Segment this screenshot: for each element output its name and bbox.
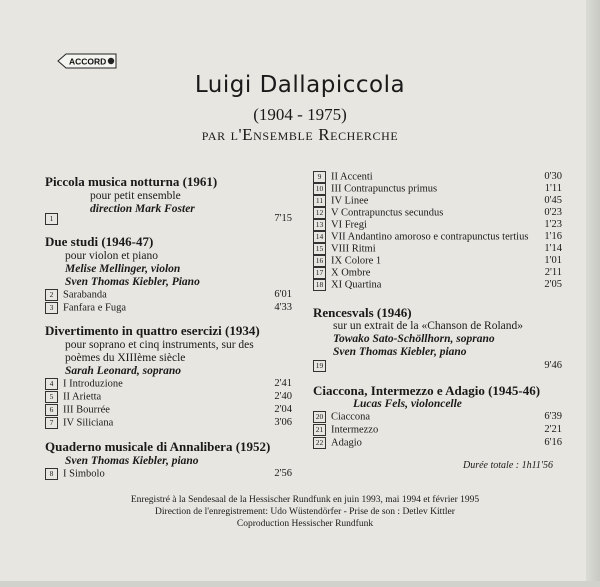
track-number: 1 xyxy=(45,213,58,225)
track-number: 6 xyxy=(45,404,58,416)
track-duration: 3'06 xyxy=(274,417,292,428)
work-detail: poèmes du XIIIème siècle xyxy=(65,352,186,364)
track-row xyxy=(313,267,370,279)
track-row xyxy=(313,171,373,183)
track-title: I Simbolo xyxy=(63,468,105,480)
credit-line: Direction de l'enregistrement: Udo Wüstendörfer - Prise de son : Detlev Kittler xyxy=(155,507,455,517)
track-duration: 1'14 xyxy=(544,243,562,254)
track-row xyxy=(313,360,331,372)
track-number: 18 xyxy=(313,279,326,291)
track-title: Sarabanda xyxy=(63,289,107,301)
track-row xyxy=(45,417,113,429)
work-detail: pour violon et piano xyxy=(65,250,158,262)
track-number: 22 xyxy=(313,437,326,449)
track-duration: 1'16 xyxy=(544,231,562,242)
track-duration: 1'23 xyxy=(544,219,562,230)
credit-line: Enregistré à la Sendesaal de la Hessischer Rundfunk en juin 1993, mai 1994 et février 1995 xyxy=(130,495,480,505)
track-title: VIII Ritmi xyxy=(331,243,376,255)
work-detail: pour petit ensemble xyxy=(90,190,181,202)
track-title: I Introduzione xyxy=(63,378,123,390)
composer-dates: (1904 - 1975) xyxy=(253,105,347,124)
track-number: 10 xyxy=(313,183,326,195)
track-row xyxy=(313,255,381,267)
work-detail: direction Mark Foster xyxy=(90,203,195,215)
track-title: III Contrapunctus primus xyxy=(331,183,438,195)
track-title: VII Andantino amoroso e contrapunctus tertius xyxy=(331,231,529,243)
work-detail: Lucas Fels, violoncelle xyxy=(353,398,462,410)
track-row xyxy=(45,302,126,314)
work-title: Due studi (1946-47) xyxy=(45,234,154,249)
track-row xyxy=(313,183,437,195)
track-row xyxy=(313,437,362,449)
work-title: Rencesvals (1946) xyxy=(313,305,412,320)
track-row xyxy=(313,424,378,436)
credits xyxy=(0,494,600,530)
track-row xyxy=(313,279,381,291)
credit-line: Coproduction Hessischer Rundfunk xyxy=(236,519,374,529)
work-detail: Sven Thomas Kiebler, piano xyxy=(333,346,467,358)
track-number: 9 xyxy=(313,171,326,183)
track-row xyxy=(313,411,370,423)
track-row xyxy=(45,404,110,416)
track-row xyxy=(313,195,368,207)
track-title: VI Fregi xyxy=(331,219,367,231)
track-row xyxy=(45,391,101,403)
track-duration: 0'45 xyxy=(544,195,562,206)
accord-logo xyxy=(56,52,120,70)
track-title: X Ombre xyxy=(331,267,371,279)
track-duration: 6'01 xyxy=(274,289,292,300)
track-title: III Bourrée xyxy=(63,404,110,416)
work-detail: Sarah Leonard, soprano xyxy=(65,365,181,377)
track-title: IX Colore 1 xyxy=(331,255,382,267)
work-title: Divertimento in quattro esercizi (1934) xyxy=(45,323,260,338)
track-title: XI Quartina xyxy=(331,279,382,291)
track-number: 11 xyxy=(313,195,326,207)
track-number: 16 xyxy=(313,255,326,267)
track-row xyxy=(45,289,107,301)
track-number: 20 xyxy=(313,411,326,423)
track-duration: 1'01 xyxy=(544,255,562,266)
track-duration: 2'05 xyxy=(544,279,562,290)
composer-name: Luigi Dallapiccola xyxy=(194,72,406,98)
track-title: Fanfara e Fuga xyxy=(63,302,126,314)
track-number: 19 xyxy=(313,360,326,372)
track-title: Intermezzo xyxy=(331,424,379,436)
track-row xyxy=(45,213,63,225)
track-duration: 7'15 xyxy=(274,213,292,224)
track-title: Ciaccona xyxy=(331,411,371,423)
track-number: 2 xyxy=(45,289,58,301)
work-title: Quaderno musicale di Annalibera (1952) xyxy=(45,439,271,454)
track-number: 3 xyxy=(45,302,58,314)
track-row xyxy=(313,243,376,255)
track-duration: 2'21 xyxy=(544,424,562,435)
track-title: V Contrapunctus secundus xyxy=(331,207,444,219)
work-detail: Sven Thomas Kiebler, Piano xyxy=(65,276,200,288)
work-detail: pour soprano et cinq instruments, sur des xyxy=(65,339,254,351)
track-number: 4 xyxy=(45,378,58,390)
track-duration: 2'40 xyxy=(274,391,292,402)
track-duration: 2'11 xyxy=(544,267,562,278)
track-duration: 4'33 xyxy=(274,302,292,313)
work-title: Piccola musica notturna (1961) xyxy=(45,174,218,189)
track-number: 12 xyxy=(313,207,326,219)
work-detail: Sven Thomas Kiebler, piano xyxy=(65,455,199,467)
work-detail: sur un extrait de la «Chanson de Roland» xyxy=(333,320,524,332)
track-row xyxy=(45,378,123,390)
track-title: IV Siliciana xyxy=(63,417,114,429)
track-title: II Accenti xyxy=(331,171,373,183)
track-duration: 0'30 xyxy=(544,171,562,182)
track-number: 5 xyxy=(45,391,58,403)
track-number: 8 xyxy=(45,468,58,480)
track-title: II Arietta xyxy=(63,391,102,403)
total-duration: Durée totale : 1h11'56 xyxy=(463,460,553,471)
work-detail: Towako Sato-Schöllhorn, soprano xyxy=(333,333,495,345)
logo-text: ACCORD xyxy=(69,56,107,67)
track-number: 13 xyxy=(313,219,326,231)
track-number: 17 xyxy=(313,267,326,279)
track-duration: 2'04 xyxy=(274,404,292,415)
track-duration: 9'46 xyxy=(544,360,562,371)
track-number: 15 xyxy=(313,243,326,255)
track-number: 14 xyxy=(313,231,326,243)
track-row xyxy=(313,231,528,243)
track-duration: 6'16 xyxy=(544,437,562,448)
track-number: 7 xyxy=(45,417,58,429)
work-title: Ciaccona, Intermezzo e Adagio (1945-46) xyxy=(313,383,541,398)
performer: par l'Ensemble Recherche xyxy=(201,125,399,144)
track-title: IV Linee xyxy=(331,195,369,207)
page-edge-bottom xyxy=(0,581,600,587)
track-row xyxy=(313,207,443,219)
track-duration: 2'41 xyxy=(274,378,292,389)
track-duration: 1'11 xyxy=(544,183,562,194)
work-detail: Melise Mellinger, violon xyxy=(65,263,181,275)
track-row xyxy=(313,219,367,231)
track-duration: 6'39 xyxy=(544,411,562,422)
track-title: Adagio xyxy=(331,437,362,449)
track-number: 21 xyxy=(313,424,326,436)
track-row xyxy=(45,468,105,480)
track-duration: 2'56 xyxy=(274,468,292,479)
track-duration: 0'23 xyxy=(544,207,562,218)
